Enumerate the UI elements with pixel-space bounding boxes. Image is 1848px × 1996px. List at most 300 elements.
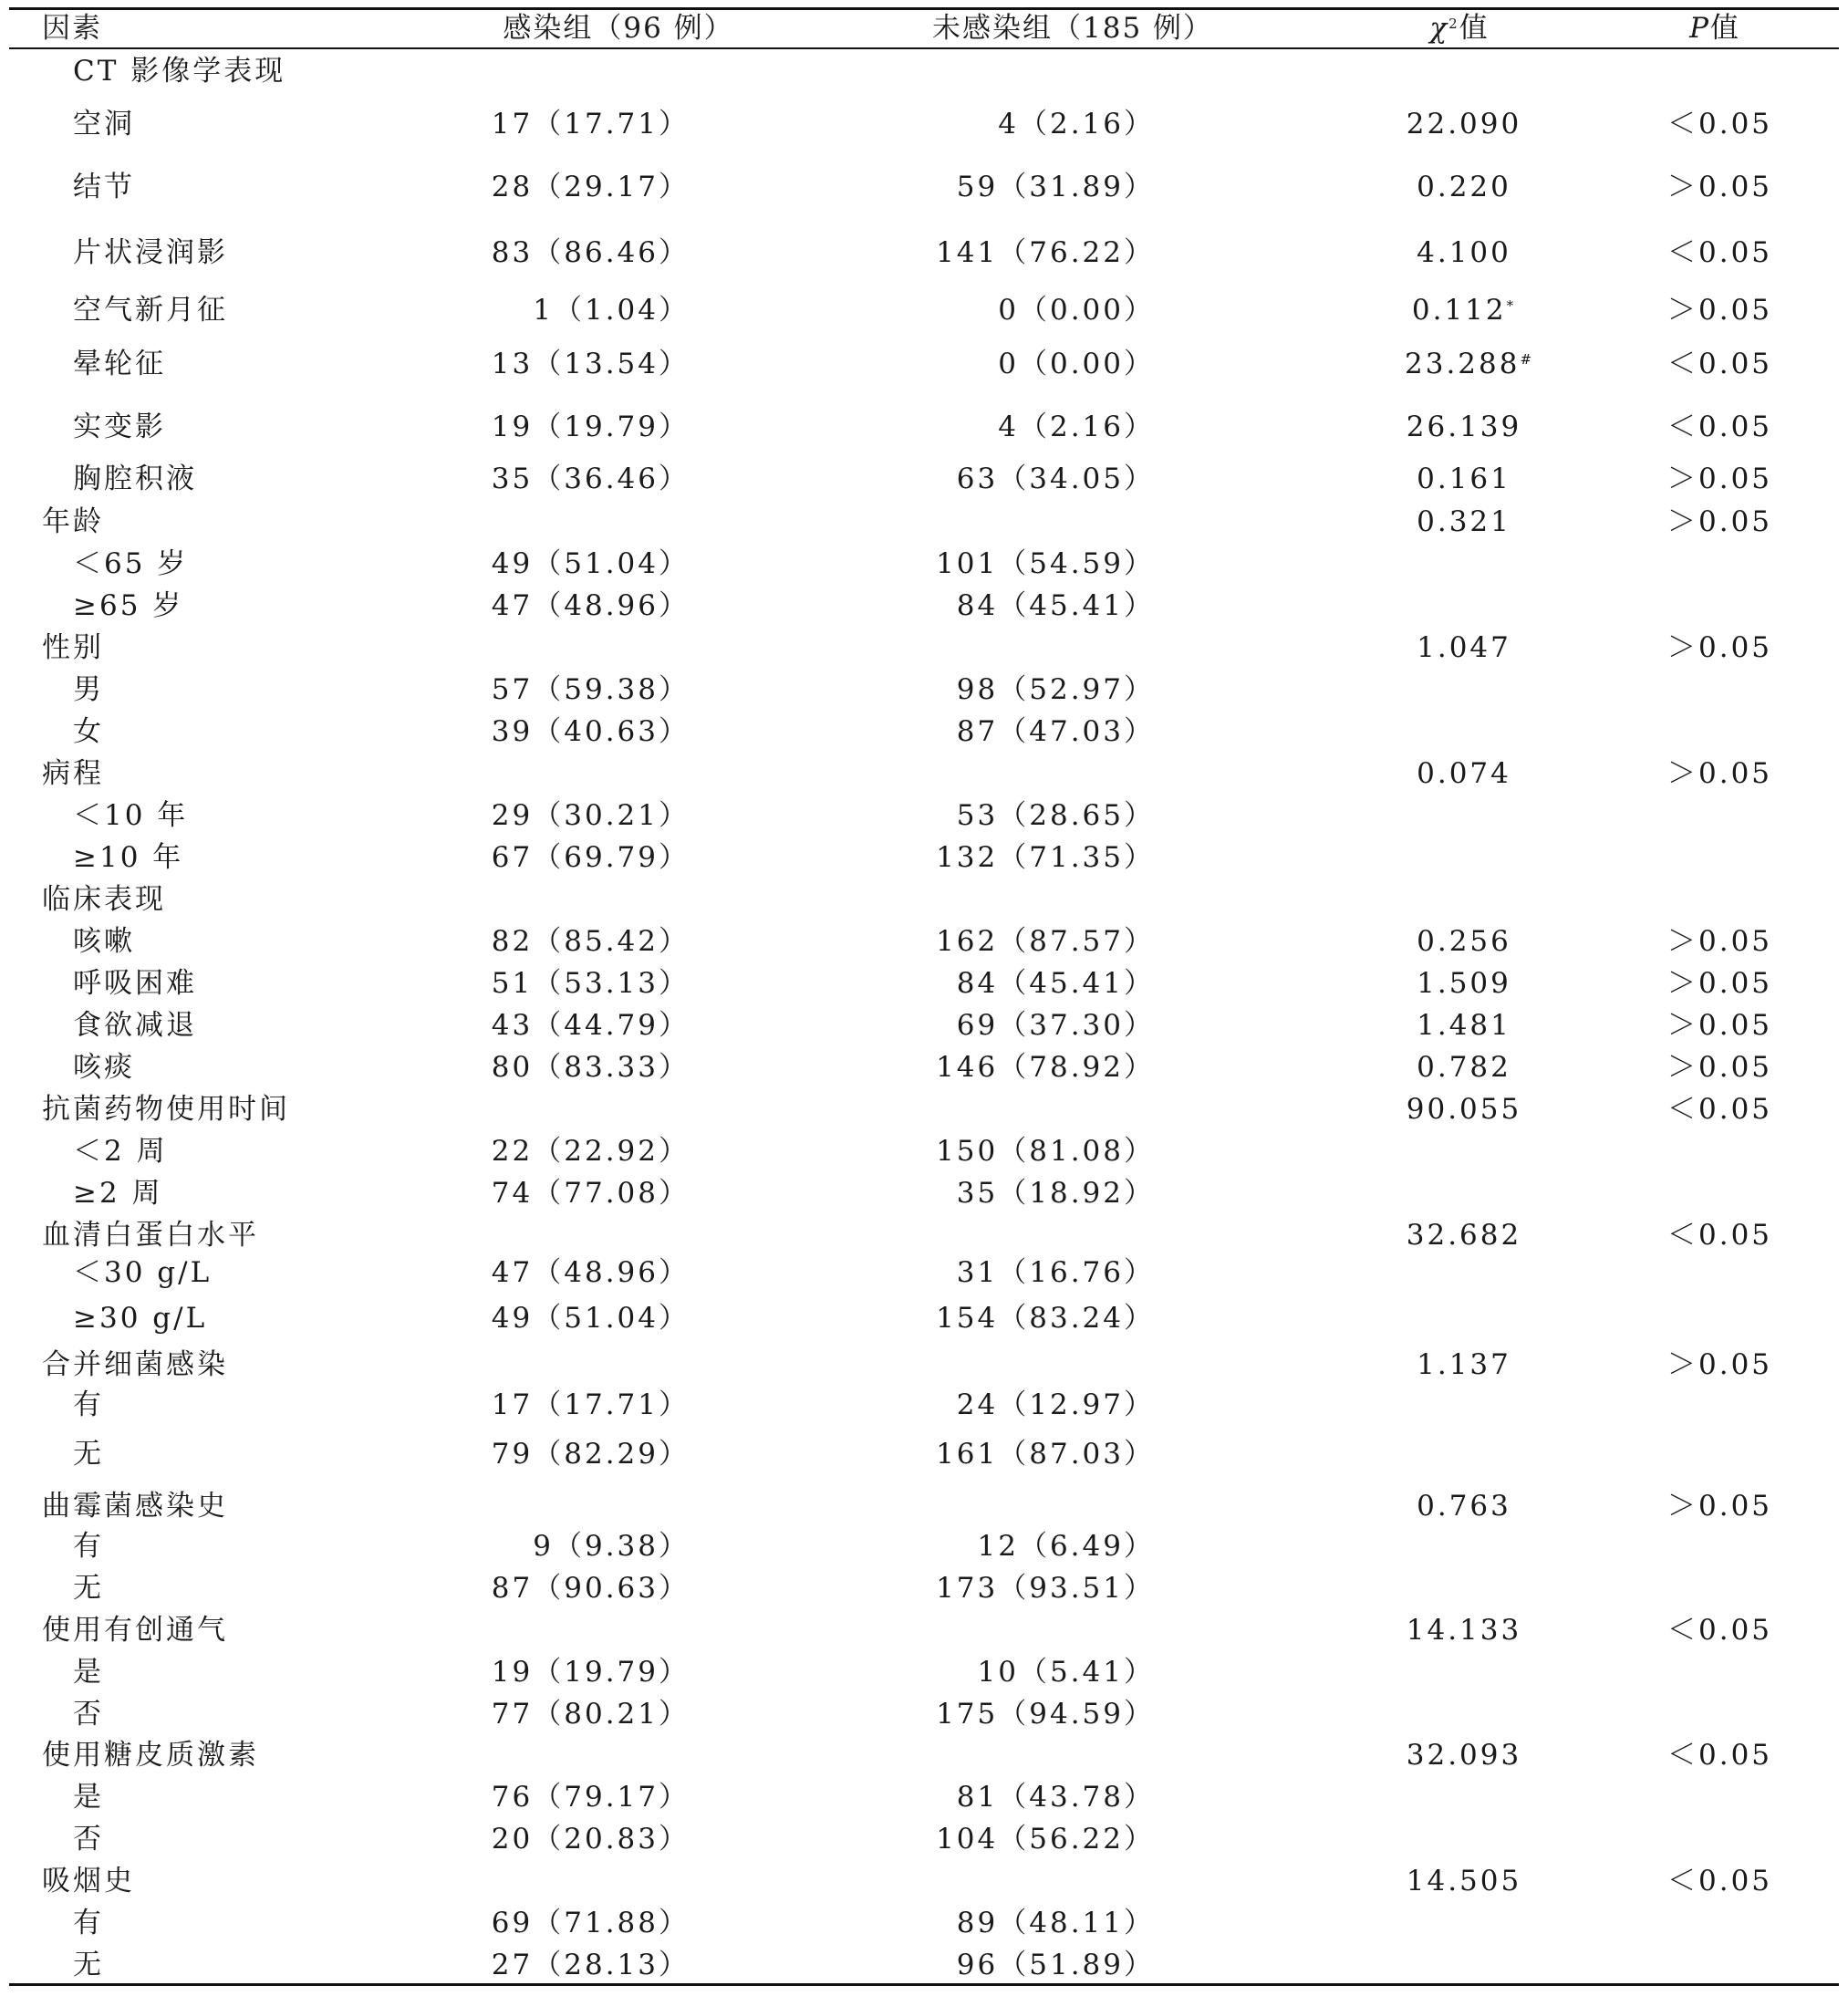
factor-label <box>73 1436 104 1472</box>
infected-count-cell-text: 76（79.17） <box>491 1781 690 1814</box>
p-value-cell <box>1667 881 1768 918</box>
uninfected-count-cell-text: 150（81.08） <box>936 1135 1155 1168</box>
uninfected-count-cell-text: 53（28.65） <box>956 799 1155 832</box>
factor-label-text: 无 <box>73 1949 104 1981</box>
table-row <box>0 53 1848 89</box>
infected-count-cell-text: 17（17.71） <box>491 1388 690 1421</box>
factor-label-text: 否 <box>73 1823 104 1856</box>
infected-count-cell-text: 82（85.42） <box>491 925 690 958</box>
p-value-cell-text: ＜0.05 <box>1667 348 1773 380</box>
table-row <box>0 1254 1848 1291</box>
chi-square-cell <box>1405 923 1523 960</box>
uninfected-count-cell <box>957 169 1155 205</box>
chi-square-cell <box>1405 1436 1523 1472</box>
uninfected-count-cell <box>957 587 1155 624</box>
p-value-cell <box>1667 169 1773 205</box>
table-row <box>0 169 1848 205</box>
table-row <box>0 1488 1848 1524</box>
infected-count-cell <box>492 1007 690 1044</box>
p-value-cell <box>1667 409 1773 445</box>
table-row <box>0 1737 1848 1773</box>
uninfected-count-cell <box>998 106 1155 142</box>
chi-square-cell <box>1405 1300 1523 1336</box>
factor-label-text: 呼吸困难 <box>73 967 197 1000</box>
p-value-cell <box>1667 292 1773 328</box>
p-value-cell <box>1667 1612 1773 1648</box>
factor-label <box>73 1175 163 1211</box>
chi-square-cell-text: 14.133 <box>1406 1614 1522 1647</box>
table-header-rule <box>9 47 1839 49</box>
uninfected-count-cell-text: 141（76.22） <box>936 236 1155 269</box>
chi-square-cell <box>1405 1528 1523 1565</box>
p-value-cell <box>1667 1528 1768 1565</box>
infected-count-cell-text: 27（28.13） <box>491 1949 690 1981</box>
infected-count-cell <box>492 1821 690 1857</box>
factor-label-text: 胸腔积液 <box>73 463 197 495</box>
factor-label <box>73 1254 212 1291</box>
chi-square-cell <box>1405 1091 1523 1128</box>
p-value-cell-text: ＜0.05 <box>1667 1219 1773 1252</box>
factor-label <box>73 53 286 89</box>
factor-label <box>73 839 183 876</box>
factor-label-text: 咳痰 <box>73 1051 135 1084</box>
chi-square-cell-text: 14.505 <box>1406 1865 1522 1897</box>
infected-count-cell-text: 79（82.29） <box>491 1438 690 1471</box>
chi-square-cell-text: 1.047 <box>1417 631 1511 664</box>
p-value-cell <box>1667 106 1773 142</box>
header-chi-square <box>1386 7 1532 49</box>
table-row <box>0 1570 1848 1606</box>
factor-label-text: 女 <box>73 715 104 748</box>
p-value-cell-text: ＞0.05 <box>1667 463 1773 495</box>
infected-count-cell-text: 43（44.79） <box>491 1009 690 1042</box>
uninfected-count-cell-text: 81（43.78） <box>956 1781 1155 1814</box>
factor-label <box>73 106 135 142</box>
p-value-cell <box>1667 755 1773 792</box>
table-row <box>0 1654 1848 1690</box>
p-value-cell-text: ＜0.05 <box>1667 411 1773 443</box>
table-row <box>0 1779 1848 1815</box>
factor-label-text: 年龄 <box>42 505 104 538</box>
uninfected-count-cell <box>957 1779 1155 1815</box>
chi-square-cell <box>1405 1007 1523 1044</box>
factor-label <box>73 923 135 960</box>
chi-square-cell-text: 4.100 <box>1417 236 1511 269</box>
p-value-cell-text: ＜0.05 <box>1667 236 1773 269</box>
chi-square-cell <box>1405 587 1523 624</box>
uninfected-count-cell <box>957 1254 1155 1291</box>
infected-count-cell-text: 17（17.71） <box>491 108 690 140</box>
table-row <box>0 923 1848 960</box>
chi-square-cell-text: 0.074 <box>1417 757 1511 790</box>
factor-label-text: 临床表现 <box>42 883 166 916</box>
infected-count-cell <box>492 839 690 876</box>
uninfected-count-cell-text: 10（5.41） <box>977 1656 1155 1689</box>
infected-count-cell <box>492 587 690 624</box>
p-value-cell <box>1667 587 1768 624</box>
infected-count-cell-text: 77（80.21） <box>491 1698 690 1731</box>
chi-square-cell <box>1405 1049 1523 1086</box>
uninfected-count-cell-text: 35（18.92） <box>956 1177 1155 1210</box>
uninfected-count-cell <box>998 409 1155 445</box>
p-value-cell-text: ＜0.05 <box>1667 1739 1773 1772</box>
factor-label-text: 吸烟史 <box>42 1865 135 1897</box>
infected-count-cell-text: 49（51.04） <box>491 547 690 580</box>
p-value-cell <box>1667 1863 1773 1899</box>
table-row <box>0 461 1848 497</box>
factor-label <box>73 169 135 205</box>
p-value-cell-text: ＞0.05 <box>1667 505 1773 538</box>
uninfected-count-cell <box>936 1696 1155 1732</box>
uninfected-count-cell <box>978 1528 1155 1565</box>
footnote-mark: * <box>1506 297 1517 314</box>
factor-label <box>42 1488 228 1524</box>
table-row <box>0 1696 1848 1732</box>
infected-count-cell <box>533 1528 690 1565</box>
uninfected-count-cell <box>998 292 1155 328</box>
chi-square-cell <box>1405 53 1523 89</box>
factor-label-text: 片状浸润影 <box>73 236 228 269</box>
table-row <box>0 1947 1848 1983</box>
uninfected-count-cell-text: 173（93.51） <box>936 1572 1155 1605</box>
infected-count-cell-text: 1（1.04） <box>533 294 690 327</box>
uninfected-count-cell-text: 59（31.89） <box>956 171 1155 203</box>
chi-square-cell <box>1405 1947 1523 1983</box>
infected-count-cell-text: 57（59.38） <box>491 673 690 706</box>
infected-count-cell <box>492 1133 690 1170</box>
chi-square-cell <box>1405 409 1523 445</box>
infected-count-cell <box>492 671 690 708</box>
uninfected-count-cell <box>957 1175 1155 1211</box>
factor-label-text: 空洞 <box>73 108 135 140</box>
infected-count-cell <box>492 461 690 497</box>
table-row <box>0 713 1848 750</box>
infected-count-cell <box>492 409 690 445</box>
factor-label-text: 血清白蛋白水平 <box>42 1219 259 1252</box>
factor-label-text: 有 <box>73 1530 104 1563</box>
infected-count-cell-text: 28（29.17） <box>491 171 690 203</box>
factor-label <box>73 965 197 1002</box>
chi-square-cell <box>1405 1779 1523 1815</box>
table-row <box>0 1905 1848 1941</box>
infected-count-cell <box>533 292 690 328</box>
p-value-cell-text: ＜0.05 <box>1667 1614 1773 1647</box>
table-row <box>0 409 1848 445</box>
table-row <box>0 1091 1848 1128</box>
chi-square-cell-text: 0.782 <box>1417 1051 1511 1084</box>
chi-square-cell <box>1405 1570 1523 1606</box>
factor-label-text: 无 <box>73 1572 104 1605</box>
p-value-cell <box>1667 839 1768 876</box>
p-value-cell <box>1667 923 1773 960</box>
infected-count-cell-text: 69（71.88） <box>491 1907 690 1939</box>
factor-label-text: ＜30 g/L <box>73 1256 213 1289</box>
factor-label <box>42 755 104 792</box>
factor-label-text: 咳嗽 <box>73 925 135 958</box>
infected-count-cell-text: 35（36.46） <box>491 463 690 495</box>
chi-square-cell <box>1405 1217 1523 1253</box>
uninfected-count-cell <box>936 1300 1155 1336</box>
p-value-cell <box>1667 504 1773 540</box>
chi-square-cell <box>1405 1387 1523 1423</box>
uninfected-count-cell <box>957 671 1155 708</box>
chi-square-cell-text: 26.139 <box>1406 411 1522 443</box>
infected-count-cell <box>492 923 690 960</box>
uninfected-count-cell <box>957 461 1155 497</box>
p-value-cell <box>1667 1254 1768 1291</box>
uninfected-count-cell-text: 63（34.05） <box>956 463 1155 495</box>
table-row <box>0 755 1848 792</box>
p-value-cell <box>1667 346 1773 382</box>
chi-square-cell-text: 0.161 <box>1417 463 1511 495</box>
p-value-cell <box>1667 1387 1768 1423</box>
infected-count-cell-text: 47（48.96） <box>491 1256 690 1289</box>
factor-label-text: 性别 <box>42 631 104 664</box>
infected-count-cell <box>492 713 690 750</box>
uninfected-count-cell <box>957 1905 1155 1941</box>
factor-label <box>73 1300 207 1336</box>
header-uninfected-group: 未感染组（185 例） <box>932 12 1214 45</box>
footnote-mark: # <box>1520 351 1535 368</box>
uninfected-count-cell <box>957 713 1155 750</box>
infected-count-cell-text: 19（19.79） <box>491 1656 690 1689</box>
p-value-cell-text: ＞0.05 <box>1667 967 1773 1000</box>
p-value-cell <box>1667 797 1768 834</box>
infected-count-cell-text: 67（69.79） <box>491 841 690 874</box>
table-row <box>0 839 1848 876</box>
p-value-cell <box>1667 1300 1768 1336</box>
table-row <box>0 546 1848 582</box>
p-value-cell-text: ＜0.05 <box>1667 1093 1773 1126</box>
table-row <box>0 881 1848 918</box>
p-value-cell <box>1667 1175 1768 1211</box>
p-value-cell-text: ＞0.05 <box>1667 1348 1773 1381</box>
chi-square-cell <box>1405 1175 1523 1211</box>
factor-label-text: 抗菌药物使用时间 <box>42 1093 290 1126</box>
factor-label <box>73 1007 197 1044</box>
uninfected-count-cell-text: 96（51.89） <box>956 1949 1155 1981</box>
factor-label-text: 有 <box>73 1388 104 1421</box>
chi-square-cell <box>1405 881 1523 918</box>
chi-square-cell <box>1405 504 1523 540</box>
chi-square-cell <box>1405 1821 1523 1857</box>
factor-label <box>73 1905 104 1941</box>
factor-label-text: ≥10 年 <box>73 841 184 874</box>
factor-label <box>73 234 228 271</box>
chi-square-cell-text: 1.137 <box>1417 1348 1511 1381</box>
chi-square-cell <box>1405 965 1523 1002</box>
chi-square-cell <box>1405 1696 1523 1732</box>
factor-label-text: ≥65 岁 <box>73 589 184 622</box>
factor-label <box>73 292 228 328</box>
uninfected-count-cell-text: 4（2.16） <box>998 411 1155 443</box>
infected-count-cell-text: 29（30.21） <box>491 799 690 832</box>
infected-count-cell-text: 47（48.96） <box>491 589 690 622</box>
table-row <box>0 1300 1848 1336</box>
factor-label-text: 食欲减退 <box>73 1009 197 1042</box>
factor-label-text: 空气新月征 <box>73 294 228 327</box>
infected-count-cell-text: 74（77.08） <box>491 1177 690 1210</box>
chi-square-cell <box>1405 1254 1523 1291</box>
factor-label-text: ≥30 g/L <box>73 1302 208 1335</box>
p-value-cell <box>1667 1696 1768 1732</box>
table-row <box>0 1863 1848 1899</box>
factor-label <box>73 1947 104 1983</box>
infected-count-cell-text: 87（90.63） <box>491 1572 690 1605</box>
factor-label-text: 曲霉菌感染史 <box>42 1490 228 1523</box>
p-value-cell <box>1667 1217 1773 1253</box>
factor-label-text: 是 <box>73 1656 104 1689</box>
uninfected-count-cell-text: 87（47.03） <box>956 715 1155 748</box>
factor-label-text: 男 <box>73 673 104 706</box>
p-value-cell <box>1667 713 1768 750</box>
p-value-cell <box>1667 234 1773 271</box>
chi-square-cell-text: 0.112 <box>1411 294 1507 327</box>
table-row <box>0 1528 1848 1565</box>
uninfected-count-cell-text: 104（56.22） <box>936 1823 1155 1856</box>
factor-label <box>73 713 104 750</box>
factor-label <box>73 671 104 708</box>
factor-label-text: 是 <box>73 1781 104 1814</box>
uninfected-count-cell-text: 154（83.24） <box>936 1302 1155 1335</box>
uninfected-count-cell <box>936 923 1155 960</box>
infected-count-cell <box>492 1254 690 1291</box>
uninfected-count-cell <box>936 1570 1155 1606</box>
p-value-cell-text: ＞0.05 <box>1667 1490 1773 1523</box>
p-value-cell <box>1667 1133 1768 1170</box>
p-value-cell <box>1667 1947 1768 1983</box>
p-value-cell <box>1667 546 1768 582</box>
table-row <box>0 1175 1848 1211</box>
factor-label-text: ＜65 岁 <box>73 547 189 580</box>
factor-label <box>42 1091 290 1128</box>
infected-count-cell <box>492 1175 690 1211</box>
chi-square-cell-text: 32.093 <box>1406 1739 1522 1772</box>
p-value-cell-text: ＜0.05 <box>1667 1865 1773 1897</box>
uninfected-count-cell <box>936 234 1155 271</box>
chi-square-cell <box>1405 1905 1523 1941</box>
infected-count-cell-text: 22（22.92） <box>491 1135 690 1168</box>
chi-square-cell <box>1405 1612 1523 1648</box>
factor-label-text: 无 <box>73 1438 104 1471</box>
uninfected-count-cell-text: 146（78.92） <box>936 1051 1155 1084</box>
uninfected-count-cell <box>936 839 1155 876</box>
table-row <box>0 106 1848 142</box>
factor-label <box>73 409 166 445</box>
chi-square-cell <box>1405 234 1523 271</box>
p-value-cell <box>1667 629 1773 666</box>
p-value-cell <box>1667 1654 1768 1690</box>
uninfected-count-cell-text: 89（48.11） <box>956 1907 1155 1939</box>
table-row <box>0 234 1848 271</box>
chi-square-cell <box>1405 461 1523 497</box>
factor-label <box>73 546 188 582</box>
uninfected-count-cell <box>936 1133 1155 1170</box>
factor-label <box>42 1217 259 1253</box>
infected-count-cell <box>492 1300 690 1336</box>
uninfected-count-cell <box>936 1436 1155 1472</box>
chi-square-cell-text: 23.288 <box>1405 348 1521 380</box>
factor-label <box>73 346 166 382</box>
infected-count-cell <box>492 169 690 205</box>
chi-square-cell-text: 1.509 <box>1417 967 1511 1000</box>
uninfected-count-cell <box>957 1007 1155 1044</box>
infected-count-cell-text: 51（53.13） <box>491 967 690 1000</box>
uninfected-count-cell-text: 24（12.97） <box>956 1388 1155 1421</box>
p-value-cell <box>1667 1049 1773 1086</box>
infected-count-cell <box>492 1049 690 1086</box>
p-value-cell-text: ＜0.05 <box>1667 108 1773 140</box>
infected-count-cell <box>492 1779 690 1815</box>
uninfected-count-cell-text: 84（45.41） <box>956 967 1155 1000</box>
uninfected-count-cell-text: 161（87.03） <box>936 1438 1155 1471</box>
chi-square-cell <box>1405 1133 1523 1170</box>
factor-label <box>73 1779 104 1815</box>
chi-square-cell <box>1405 546 1523 582</box>
uninfected-count-cell-text: 101（54.59） <box>936 547 1155 580</box>
infected-count-cell <box>492 797 690 834</box>
p-value-cell-text: ＞0.05 <box>1667 171 1773 203</box>
chi-square-cell <box>1405 106 1523 142</box>
p-value-cell <box>1667 1779 1768 1815</box>
p-value-cell <box>1667 1737 1773 1773</box>
table-row <box>0 1612 1848 1648</box>
factor-label-text: ≥2 周 <box>73 1177 163 1210</box>
table-row <box>0 797 1848 834</box>
factor-label <box>73 461 197 497</box>
uninfected-count-cell <box>936 546 1155 582</box>
uninfected-count-cell <box>957 965 1155 1002</box>
header-infected-group: 感染组（96 例） <box>503 12 734 45</box>
p-value-cell-text: ＞0.05 <box>1667 757 1773 790</box>
header-p-value <box>1660 7 1770 49</box>
factor-label <box>42 1737 259 1773</box>
uninfected-count-cell <box>998 346 1155 382</box>
uninfected-count-cell <box>936 1821 1155 1857</box>
chi-square-cell <box>1405 1346 1523 1383</box>
infected-count-cell <box>492 1905 690 1941</box>
chi-square-cell-text: 0.220 <box>1417 171 1511 203</box>
factor-label-text: ＜10 年 <box>73 799 189 832</box>
factor-label-text: 合并细菌感染 <box>42 1348 228 1381</box>
factor-label-text: 病程 <box>42 757 104 790</box>
p-value-cell-text: ＞0.05 <box>1667 1009 1773 1042</box>
table-row <box>0 671 1848 708</box>
p-value-cell-text: ＞0.05 <box>1667 631 1773 664</box>
factor-label-text: 晕轮征 <box>73 348 166 380</box>
chi-suffix: 值 <box>1459 12 1490 45</box>
factor-label <box>73 1821 104 1857</box>
uninfected-count-cell-text: 0（0.00） <box>998 348 1155 380</box>
chi-square-cell-text: 0.763 <box>1417 1490 1511 1523</box>
infected-count-cell <box>492 1387 690 1423</box>
table-row <box>0 1217 1848 1253</box>
table-row <box>0 1821 1848 1857</box>
chi-superscript: 2 <box>1448 16 1459 32</box>
p-value-cell <box>1667 1091 1773 1128</box>
p-value-cell <box>1667 1436 1768 1472</box>
chi-square-cell-text: 32.682 <box>1406 1219 1522 1252</box>
chi-square-cell <box>1405 713 1523 750</box>
uninfected-count-cell <box>957 1387 1155 1423</box>
p-value-cell <box>1667 53 1768 89</box>
factor-label-text: 使用有创通气 <box>42 1614 228 1647</box>
factor-label <box>73 1696 104 1732</box>
chi-square-cell-text: 90.055 <box>1406 1093 1522 1126</box>
chi-square-cell <box>1405 1488 1523 1524</box>
factor-label <box>73 1133 168 1170</box>
table-row <box>0 1436 1848 1472</box>
